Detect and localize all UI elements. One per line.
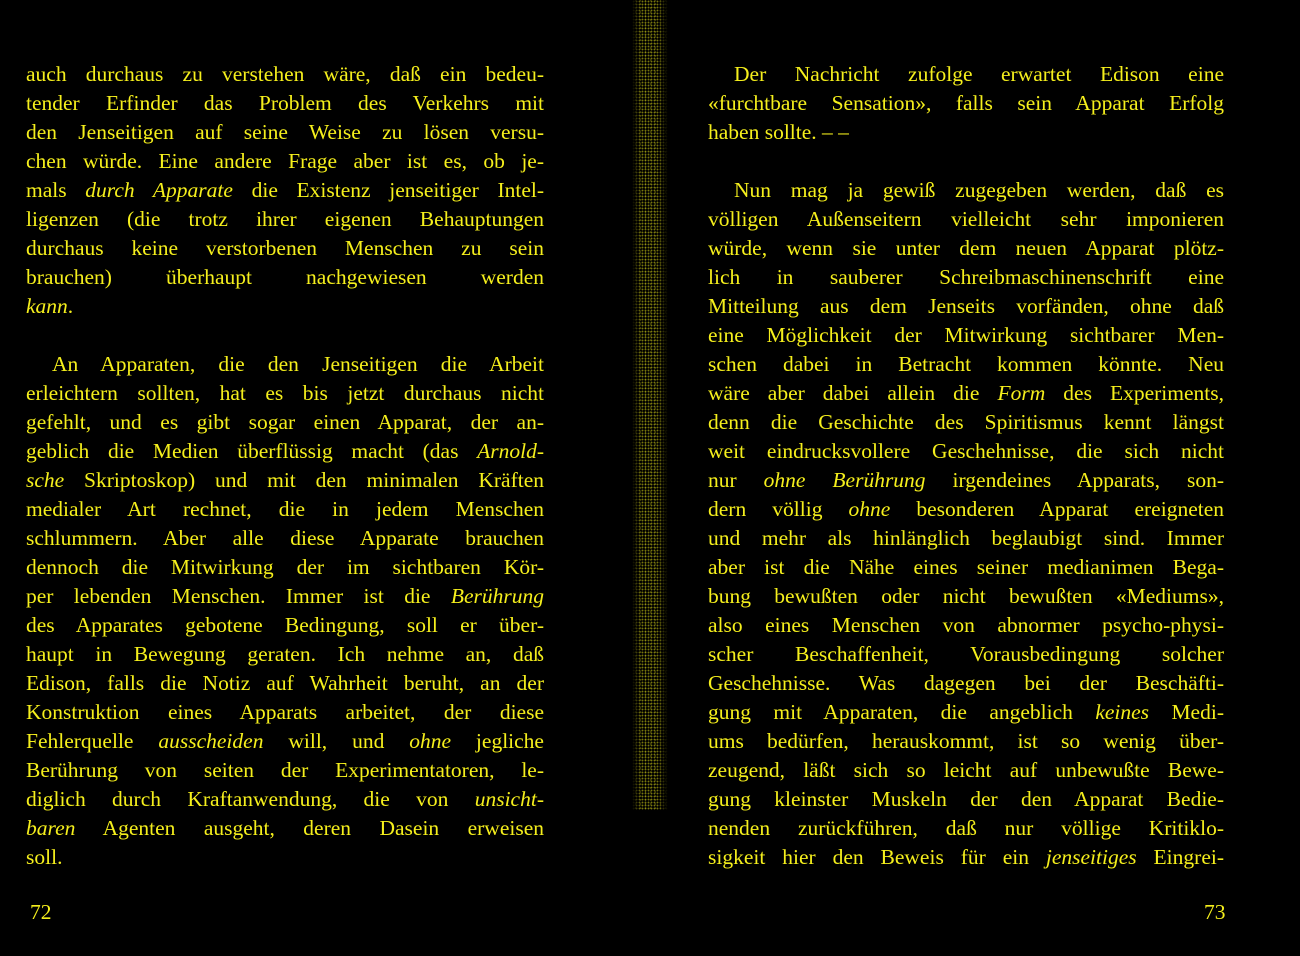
text-line: [708, 524, 1224, 553]
text-segment: Berührung von seiten der Experimentatoren, le-: [26, 758, 544, 782]
text-line: [708, 350, 1224, 379]
text-line: [708, 727, 1224, 756]
text-line: [708, 89, 1224, 118]
text-segment: bung bewußten oder nicht bewußten «Mediums»,: [708, 584, 1224, 608]
text-line: [708, 205, 1224, 234]
text-segment: aber ist die Nähe eines seiner medianimen Bega-: [708, 555, 1224, 579]
text-segment: haben sollte. – –: [708, 120, 849, 144]
text-segment: An Apparaten, die den Jenseitigen die Arbeit: [52, 352, 544, 376]
text-segment: medialer Art rechnet, die in jedem Menschen: [26, 497, 544, 521]
text-segment: «furchtbare Sensation», falls sein Apparat Erfolg: [708, 91, 1224, 115]
text-line: [26, 524, 544, 553]
text-segment: Agenten ausgeht, deren Dasein erweisen: [75, 816, 544, 840]
text-segment: will, und: [263, 729, 410, 753]
text-line: [26, 292, 544, 321]
italic-text-segment: ohne: [409, 729, 452, 753]
text-line: [26, 437, 544, 466]
text-line: [708, 843, 1224, 872]
text-segment: tender Erfinder das Problem des Verkehrs mit: [26, 91, 544, 115]
text-segment: ligenzen (die trotz ihrer eigenen Behauptungen: [26, 207, 544, 231]
italic-text-segment: unsicht-: [474, 787, 544, 811]
text-line: [708, 495, 1224, 524]
text-segment: den Jenseitigen auf seine Weise zu lösen versu-: [26, 120, 544, 144]
text-line: [26, 727, 544, 756]
text-segment: dern völlig: [708, 497, 849, 521]
text-segment: scher Beschaffenheit, Vorausbedingung solcher: [708, 642, 1224, 666]
text-line: [26, 379, 544, 408]
text-segment: ums bedürfen, herauskommt, ist so wenig über-: [708, 729, 1224, 753]
text-line: [26, 466, 544, 495]
text-line: [708, 263, 1224, 292]
text-line: [26, 176, 544, 205]
italic-text-segment: Arnold-: [477, 439, 544, 463]
text-segment: lich in sauberer Schreibmaschinenschrift eine: [708, 265, 1224, 289]
italic-text-segment: keines: [1095, 700, 1150, 724]
text-segment: .: [67, 294, 74, 318]
text-segment: Fehlerquelle: [26, 729, 159, 753]
text-segment: diglich durch Kraftanwendung, die von: [26, 787, 475, 811]
text-line: [708, 408, 1224, 437]
italic-text-segment: ohne Berührung: [763, 468, 926, 492]
text-segment: zeugend, läßt sich so leicht auf unbewußte Bewe-: [708, 758, 1224, 782]
text-line: [708, 234, 1224, 263]
italic-text-segment: kann: [26, 294, 68, 318]
text-segment: und mehr als hinlänglich beglaubigt sind. Immer: [708, 526, 1224, 550]
text-segment: Edison, falls die Notiz auf Wahrheit beruht, an der: [26, 671, 544, 695]
text-segment: gefehlt, und es gibt sogar einen Apparat, der an-: [26, 410, 544, 434]
text-line: [26, 756, 544, 785]
text-segment: sigkeit hier den Beweis für ein: [708, 845, 1046, 869]
text-line: [26, 147, 544, 176]
text-line: [26, 669, 544, 698]
text-segment: gung mit Apparaten, die angeblich: [708, 700, 1096, 724]
text-segment: durchaus keine verstorbenen Menschen zu sein: [26, 236, 544, 260]
text-segment: erleichtern sollten, hat es bis jetzt durchaus nicht: [26, 381, 544, 405]
right-page-number: 73: [1204, 900, 1226, 924]
text-line: [26, 408, 544, 437]
text-segment: wäre aber dabei allein die: [708, 381, 998, 405]
text-segment: Mitteilung aus dem Jenseits vorfänden, ohne daß: [708, 294, 1224, 318]
italic-text-segment: baren: [26, 816, 76, 840]
text-line: [708, 698, 1224, 727]
text-line: [708, 466, 1224, 495]
text-line: [26, 611, 544, 640]
text-line: [26, 640, 544, 669]
text-line: [708, 640, 1224, 669]
text-segment: würde, wenn sie unter dem neuen Apparat plötz-: [708, 236, 1224, 260]
italic-text-segment: ausscheiden: [158, 729, 264, 753]
book-gutter: [632, 0, 668, 810]
text-line: [708, 379, 1224, 408]
text-segment: Nun mag ja gewiß zugegeben werden, daß es: [734, 178, 1224, 202]
text-segment: haupt in Bewegung geraten. Ich nehme an, daß: [26, 642, 544, 666]
text-line: [708, 321, 1224, 350]
text-segment: mals: [26, 178, 86, 202]
text-segment: Eingrei-: [1136, 845, 1224, 869]
italic-text-segment: durch Apparate: [85, 178, 233, 202]
left-page-number: 72: [30, 900, 52, 924]
text-line: [708, 292, 1224, 321]
text-line: [26, 263, 544, 292]
text-segment: schlummern. Aber alle diese Apparate brauchen: [26, 526, 544, 550]
text-segment: Medi-: [1149, 700, 1224, 724]
text-segment: per lebenden Menschen. Immer ist die: [26, 584, 451, 608]
text-line: [26, 814, 544, 843]
text-line: [26, 205, 544, 234]
text-line: [708, 785, 1224, 814]
text-line: [26, 553, 544, 582]
italic-text-segment: jenseitiges: [1045, 845, 1137, 869]
text-line: [26, 495, 544, 524]
text-line: [26, 89, 544, 118]
text-segment: irgendeines Apparats, son-: [925, 468, 1224, 492]
text-segment: besonderen Apparat ereigneten: [890, 497, 1224, 521]
text-segment: denn die Geschichte des Spiritismus kennt längst: [708, 410, 1224, 434]
text-segment: brauchen) überhaupt nachgewiesen werden: [26, 265, 544, 289]
italic-text-segment: ohne: [848, 497, 891, 521]
text-segment: nur: [708, 468, 764, 492]
text-segment: auch durchaus zu verstehen wäre, daß ein bedeu-: [26, 62, 544, 86]
text-segment: weit eindrucksvollere Geschehnisse, die sich nicht: [708, 439, 1224, 463]
paragraph-gap: [708, 147, 1224, 176]
text-segment: eine Möglichkeit der Mitwirkung sichtbarer Men-: [708, 323, 1224, 347]
text-segment: gung kleinster Muskeln der den Apparat Bedie-: [708, 787, 1224, 811]
text-segment: also eines Menschen von abnormer psycho-physi-: [708, 613, 1224, 637]
text-line: [26, 350, 544, 379]
text-line: [26, 582, 544, 611]
text-segment: Skriptoskop) und mit den minimalen Kräften: [64, 468, 544, 492]
text-line: [708, 611, 1224, 640]
text-segment: Geschehnisse. Was dagegen bei der Beschäfti-: [708, 671, 1224, 695]
text-line: [708, 176, 1224, 205]
text-line: [708, 582, 1224, 611]
italic-text-segment: sche: [26, 468, 65, 492]
text-line: [708, 118, 1224, 147]
text-line: [708, 814, 1224, 843]
text-segment: schen dabei in Betracht kommen könnte. Neu: [708, 352, 1224, 376]
text-line: [708, 553, 1224, 582]
text-line: [708, 437, 1224, 466]
text-line: [26, 843, 544, 872]
text-line: [26, 698, 544, 727]
italic-text-segment: Form: [997, 381, 1046, 405]
text-segment: des Apparates gebotene Bedingung, soll er über-: [26, 613, 544, 637]
right-page-text: [708, 60, 1224, 872]
left-page-text: [26, 60, 544, 872]
text-segment: jegliche: [451, 729, 544, 753]
text-line: [708, 669, 1224, 698]
paragraph-gap: [26, 321, 544, 350]
text-segment: des Experiments,: [1045, 381, 1224, 405]
text-segment: die Existenz jenseitiger Intel-: [232, 178, 544, 202]
text-segment: Konstruktion eines Apparats arbeitet, der diese: [26, 700, 544, 724]
text-segment: völligen Außenseitern vielleicht sehr imponieren: [708, 207, 1224, 231]
text-segment: soll.: [26, 845, 63, 869]
italic-text-segment: Berührung: [450, 584, 544, 608]
text-segment: chen würde. Eine andere Frage aber ist es, ob je-: [26, 149, 544, 173]
text-segment: Der Nachricht zufolge erwartet Edison eine: [734, 62, 1224, 86]
text-line: [26, 118, 544, 147]
text-line: [708, 756, 1224, 785]
text-segment: nenden zurückführen, daß nur völlige Kritiklo-: [708, 816, 1224, 840]
text-line: [26, 60, 544, 89]
text-line: [26, 785, 544, 814]
text-line: [708, 60, 1224, 89]
right-page: [670, 0, 1300, 956]
text-segment: dennoch die Mitwirkung der im sichtbaren Kör-: [26, 555, 544, 579]
text-line: [26, 234, 544, 263]
left-page: [0, 0, 630, 956]
text-segment: geblich die Medien überflüssig macht (das: [26, 439, 478, 463]
